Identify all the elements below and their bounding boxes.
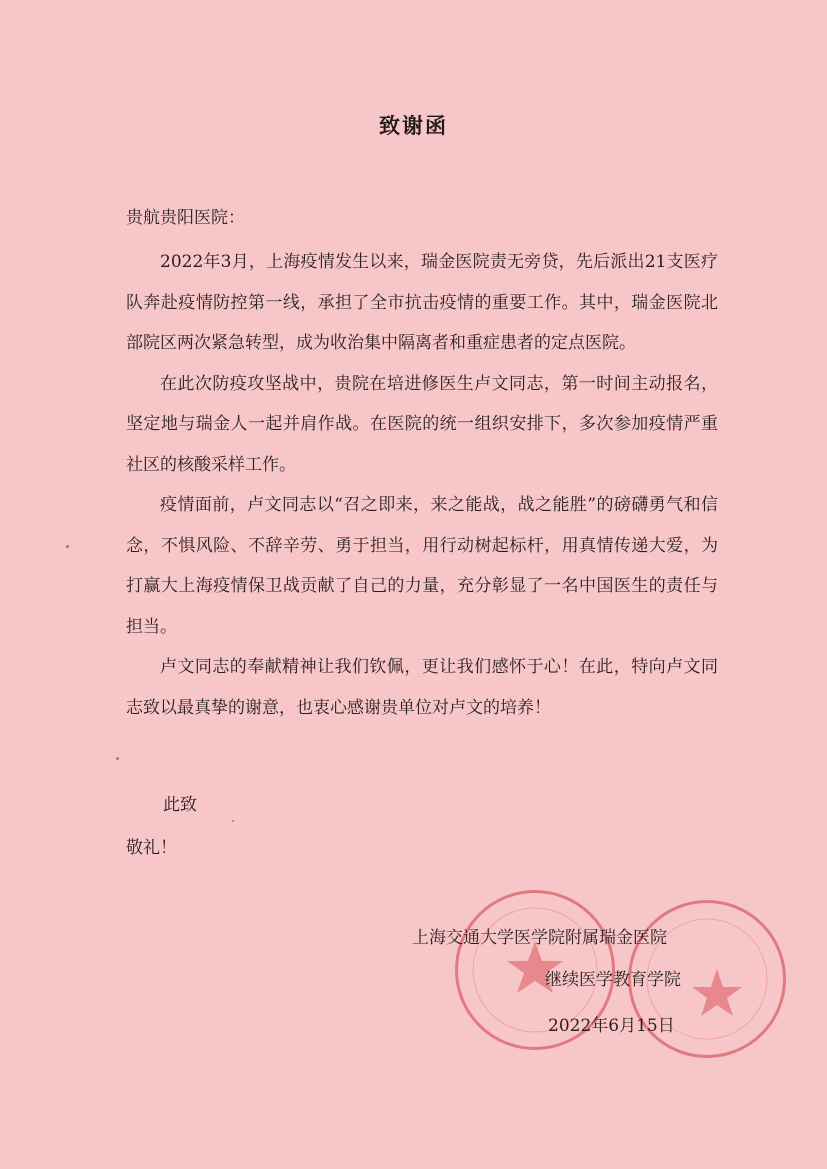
scan-speck	[232, 820, 234, 822]
letter-body	[126, 242, 718, 728]
letter-title: 致谢函	[379, 113, 448, 138]
signature-organization: 上海交通大学医学院附属瑞金医院	[412, 928, 667, 948]
paragraph-1: 2022年3月，上海疫情发生以来，瑞金医院责无旁贷，先后派出21支医疗队奔赴疫情防控第一线，承担了全市抗击疫情的重要工作。其中，瑞金医院北部院区两次紧急转型，成为收治集中隔离者和重症患者的定点医院。	[126, 252, 718, 353]
scan-speck	[66, 545, 69, 548]
salutation: 贵航贵阳医院：	[126, 208, 245, 228]
closing-salute: 敬礼！	[126, 838, 177, 858]
paragraph-2: 在此次防疫攻坚战中，贵院在培进修医生卢文同志，第一时间主动报名，坚定地与瑞金人一起并肩作战。在医院的统一组织安排下，多次参加疫情严重社区的核酸采样工作。	[126, 373, 718, 475]
signature-department: 继续医学教育学院	[545, 970, 681, 990]
closing-greeting: 此致	[163, 795, 197, 815]
signature-date: 2022年6月15日	[548, 1016, 675, 1036]
paragraph-4: 卢文同志的奉献精神让我们钦佩，更让我们感怀于心！在此，特向卢文同志致以最真挚的谢意，也衷心感谢贵单位对卢文的培养！	[126, 657, 718, 718]
scan-speck	[116, 757, 119, 760]
paragraph-3: 疫情面前，卢文同志以“召之即来，来之能战，战之能胜”的磅礴勇气和信念，不惧风险、不辞辛劳、勇于担当，用行动树起标杆，用真情传递大爱，为打赢大上海疫情保卫战贡献了自己的力量，充分彰显了一名中国医生的责任与担当。	[126, 495, 718, 637]
